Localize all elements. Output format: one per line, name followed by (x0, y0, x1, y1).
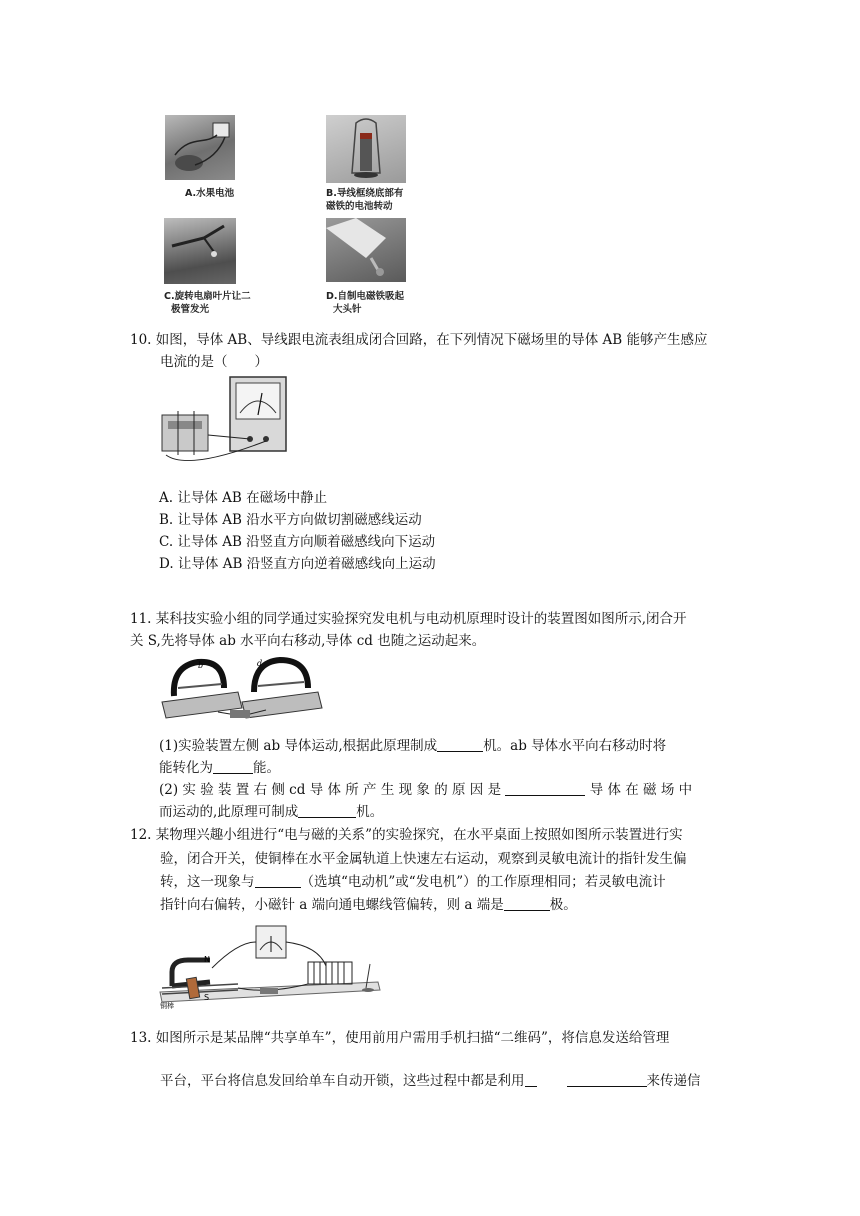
label-s: S (204, 993, 210, 1002)
q11-blank-3[interactable] (505, 781, 585, 796)
fan-illustration (164, 218, 236, 284)
q10-option-d: D. 让导体 AB 沿竖直方向逆着磁感线向上运动 (159, 556, 436, 572)
fruit-battery-illustration (165, 115, 235, 180)
copper-rod-solenoid-illustration (158, 922, 382, 1012)
q11-figure (158, 652, 324, 722)
q13-blank-1[interactable] (525, 1072, 537, 1087)
caption-d-line2: 大头针 (333, 304, 362, 315)
q11-stem-line1: 11. 某科技实验小组的同学通过实验探究发电机与电动机原理时设计的装置图如图所示,闭合开 (130, 611, 687, 627)
q12-line4 (160, 894, 577, 916)
q11-blank-4[interactable] (298, 803, 356, 818)
wire-frame-illustration (326, 115, 406, 183)
q11-part1-text-d: 能。 (253, 760, 280, 776)
q11-part1-line2 (159, 757, 280, 779)
photo-electromagnet (326, 218, 406, 282)
caption-b-line1: B.导线框绕底部有 (326, 188, 404, 199)
q12-line4-text-b: 极。 (549, 897, 577, 913)
electromagnet-illustration (326, 218, 406, 282)
q11-part2-text-a: (2) 实 验 装 置 右 侧 cd 导 体 所 产 生 现 象 的 原 因 是 (159, 782, 502, 798)
q12-figure (158, 922, 382, 1012)
q11-stem-line2: 关 S,先将导体 ab 水平向右移动,导体 cd 也随之运动起来。 (130, 633, 486, 649)
q11-part2-line2 (159, 801, 383, 823)
caption-a: A.水果电池 (185, 188, 235, 199)
q12-blank-1[interactable] (255, 873, 301, 888)
caption-d-line1: D.自制电磁铁吸起 (326, 291, 404, 302)
q13-line2-text-a: 平台，平台将信息发回给单车自动开锁，这些过程中都是利用 (160, 1073, 525, 1089)
q12-line4-text-a: 指针向右偏转，小磁针 a 端向通电螺线管偏转，则 a 端是 (160, 897, 504, 913)
q11-blank-1[interactable] (437, 737, 483, 752)
caption-c-line1: C.旋转电扇叶片让二 (164, 291, 251, 302)
galvanometer-circuit-illustration (158, 375, 290, 475)
q11-part2-text-d: 机。 (356, 804, 384, 820)
q10-figure (158, 375, 290, 475)
q10-option-c: C. 让导体 AB 沿竖直方向顺着磁感线向下运动 (159, 534, 436, 550)
photo-battery-wire-frame (326, 115, 406, 183)
q10-stem-line1: 10. 如图，导体 AB、导线跟电流表组成闭合回路，在下列情况下磁场里的导体 AB 能够产生感应 (130, 332, 708, 348)
q10-option-b: B. 让导体 AB 沿水平方向做切割磁感线运动 (159, 512, 422, 528)
q12-blank-2[interactable] (504, 896, 550, 911)
q13-line1: 13. 如图所示是某品牌“共享单车”，使用前用户需用手机扫描“二维码”，将信息发送给管理 (130, 1030, 670, 1046)
q11-part2-line1 (159, 779, 692, 801)
q12-line1: 12. 某物理兴趣小组进行“电与磁的关系”的实验探究，在水平桌面上按照如图所示装置进行实 (130, 827, 683, 843)
q12-line2: 验，闭合开关，使铜棒在水平金属轨道上快速左右运动，观察到灵敏电流计的指针发生偏 (160, 851, 687, 867)
caption-b-line2: 磁铁的电池转动 (326, 201, 393, 212)
label-copper-rod: 铜棒 (160, 1002, 174, 1010)
label-n: N (204, 955, 210, 964)
caption-c-line2: 极管发光 (171, 304, 210, 315)
q13-line2-text-b: 来传递信 (646, 1073, 701, 1089)
q10-stem-line2: 电流的是（ ） (160, 354, 268, 370)
photo-fruit-battery (165, 115, 235, 180)
q11-part2-text-c: 而运动的,此原理可制成 (159, 804, 299, 820)
q11-part1-line1 (159, 735, 666, 757)
q11-part2-text-b: 导 体 在 磁 场 中 (589, 782, 693, 798)
photo-fan-led (164, 218, 236, 284)
q13-blank-2[interactable] (567, 1072, 647, 1087)
q11-part1-text-c: 能转化为 (159, 760, 213, 776)
q13-line2 (160, 1070, 701, 1092)
label-b-letter: b (198, 661, 204, 670)
q10-option-a: A. 让导体 AB 在磁场中静止 (159, 490, 328, 506)
label-d-letter: d (257, 659, 263, 668)
q12-line3-text-b: （选填“电动机”或“发电机”）的工作原理相同；若灵敏电流计 (300, 874, 666, 890)
q12-line3 (160, 871, 666, 893)
q11-part1-text-b: 机。ab 导体水平向右移动时将 (483, 738, 667, 754)
q11-part1-text-a: (1)实验装置左侧 ab 导体运动,根据此原理制成 (159, 738, 438, 754)
two-magnet-apparatus-illustration (158, 652, 324, 722)
q12-line3-text-a: 转，这一现象与 (160, 874, 255, 890)
q11-blank-2[interactable] (213, 759, 253, 774)
